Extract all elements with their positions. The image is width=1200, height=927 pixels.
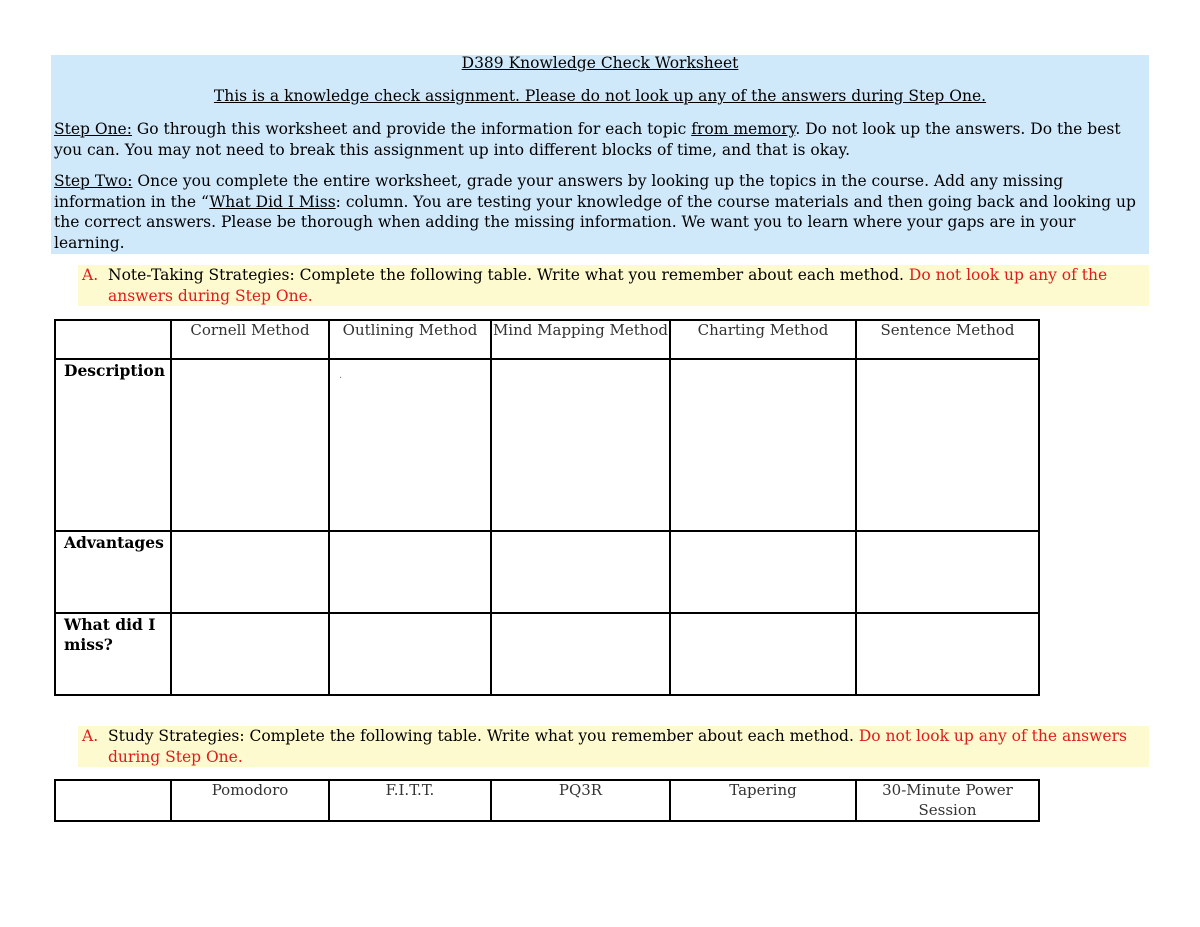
section-a-marker: A. [82, 266, 99, 284]
step-one-emphasis: from memory [691, 120, 796, 138]
answer-cell[interactable] [670, 359, 856, 531]
answer-cell[interactable] [329, 531, 491, 613]
step-two-label: Step Two: [54, 172, 133, 190]
column-header: 30-Minute Power Session [856, 780, 1039, 821]
answer-cell[interactable] [171, 359, 329, 531]
column-header: Mind Mapping Method [491, 320, 670, 359]
answer-cell[interactable] [171, 613, 329, 695]
page-subtitle: This is a knowledge check assignment. Please do not look up any of the answers during Step One. [213, 87, 987, 105]
table-row [55, 613, 1039, 695]
answer-cell[interactable] [670, 531, 856, 613]
section-a-heading [82, 265, 1148, 306]
column-header: Cornell Method [171, 320, 329, 359]
step-one-label: Step One: [54, 120, 132, 138]
section-b-warning: Do not look up any of the answers during Step One. [108, 727, 1127, 766]
step-two-text-after: : column. You are testing your knowledge of the course materials and then going back and looking up the correct answers. Please be thorough when adding the missing information. We want you to learn where your gaps are in your learning. [54, 192, 1136, 252]
column-header: Tapering [670, 780, 856, 821]
answer-cell[interactable] [491, 613, 670, 695]
table-corner-cell [55, 780, 171, 821]
note-taking-table [54, 319, 1040, 696]
row-header: Description [55, 359, 171, 531]
answer-cell[interactable] [491, 531, 670, 613]
answer-cell[interactable] [856, 531, 1039, 613]
answer-cell[interactable] [856, 613, 1039, 695]
column-header: Charting Method [670, 320, 856, 359]
row-header: What did I miss? [55, 613, 171, 695]
column-header: Pomodoro [171, 780, 329, 821]
row-header: Advantages [55, 531, 171, 613]
column-header: Sentence Method [856, 320, 1039, 359]
column-header: Outlining Method [329, 320, 491, 359]
stray-mark: . [339, 370, 343, 381]
step-two-text-before: Once you complete the entire worksheet, grade your answers by looking up the topics in the course. Add any missing information in the “ [54, 172, 1064, 211]
answer-cell[interactable] [670, 613, 856, 695]
table-row [55, 359, 1039, 531]
table-header-row [55, 780, 1039, 821]
study-strategies-table [54, 779, 1040, 822]
step-one-paragraph [54, 119, 1148, 160]
section-a-warning: Do not look up any of the answers during Step One. [108, 266, 1108, 305]
section-b-marker: A. [82, 727, 99, 745]
answer-cell[interactable] [171, 531, 329, 613]
table-header-row [55, 320, 1039, 359]
section-b-text: Study Strategies: Complete the following table. Write what you remember about each method. [108, 727, 859, 745]
answer-cell[interactable] [329, 613, 491, 695]
table-row [55, 531, 1039, 613]
answer-cell[interactable] [329, 359, 491, 531]
answer-cell[interactable] [856, 359, 1039, 531]
section-a-text: Note-Taking Strategies: Complete the following table. Write what you remember about each method. [108, 266, 909, 284]
step-two-paragraph [54, 171, 1148, 253]
column-header: PQ3R [491, 780, 670, 821]
column-header: F.I.T.T. [329, 780, 491, 821]
step-one-text-before: Go through this worksheet and provide the information for each topic [131, 120, 692, 138]
answer-cell[interactable] [491, 359, 670, 531]
page-title: D389 Knowledge Check Worksheet [461, 54, 739, 72]
table-corner-cell [55, 320, 171, 359]
step-one-text-after: . Do not look up the answers. Do the best you can. You may not need to break this assignment up into different blocks of time, and that is okay. [54, 120, 1121, 159]
section-b-heading [82, 726, 1148, 767]
step-two-emphasis: What Did I Miss [209, 192, 336, 211]
